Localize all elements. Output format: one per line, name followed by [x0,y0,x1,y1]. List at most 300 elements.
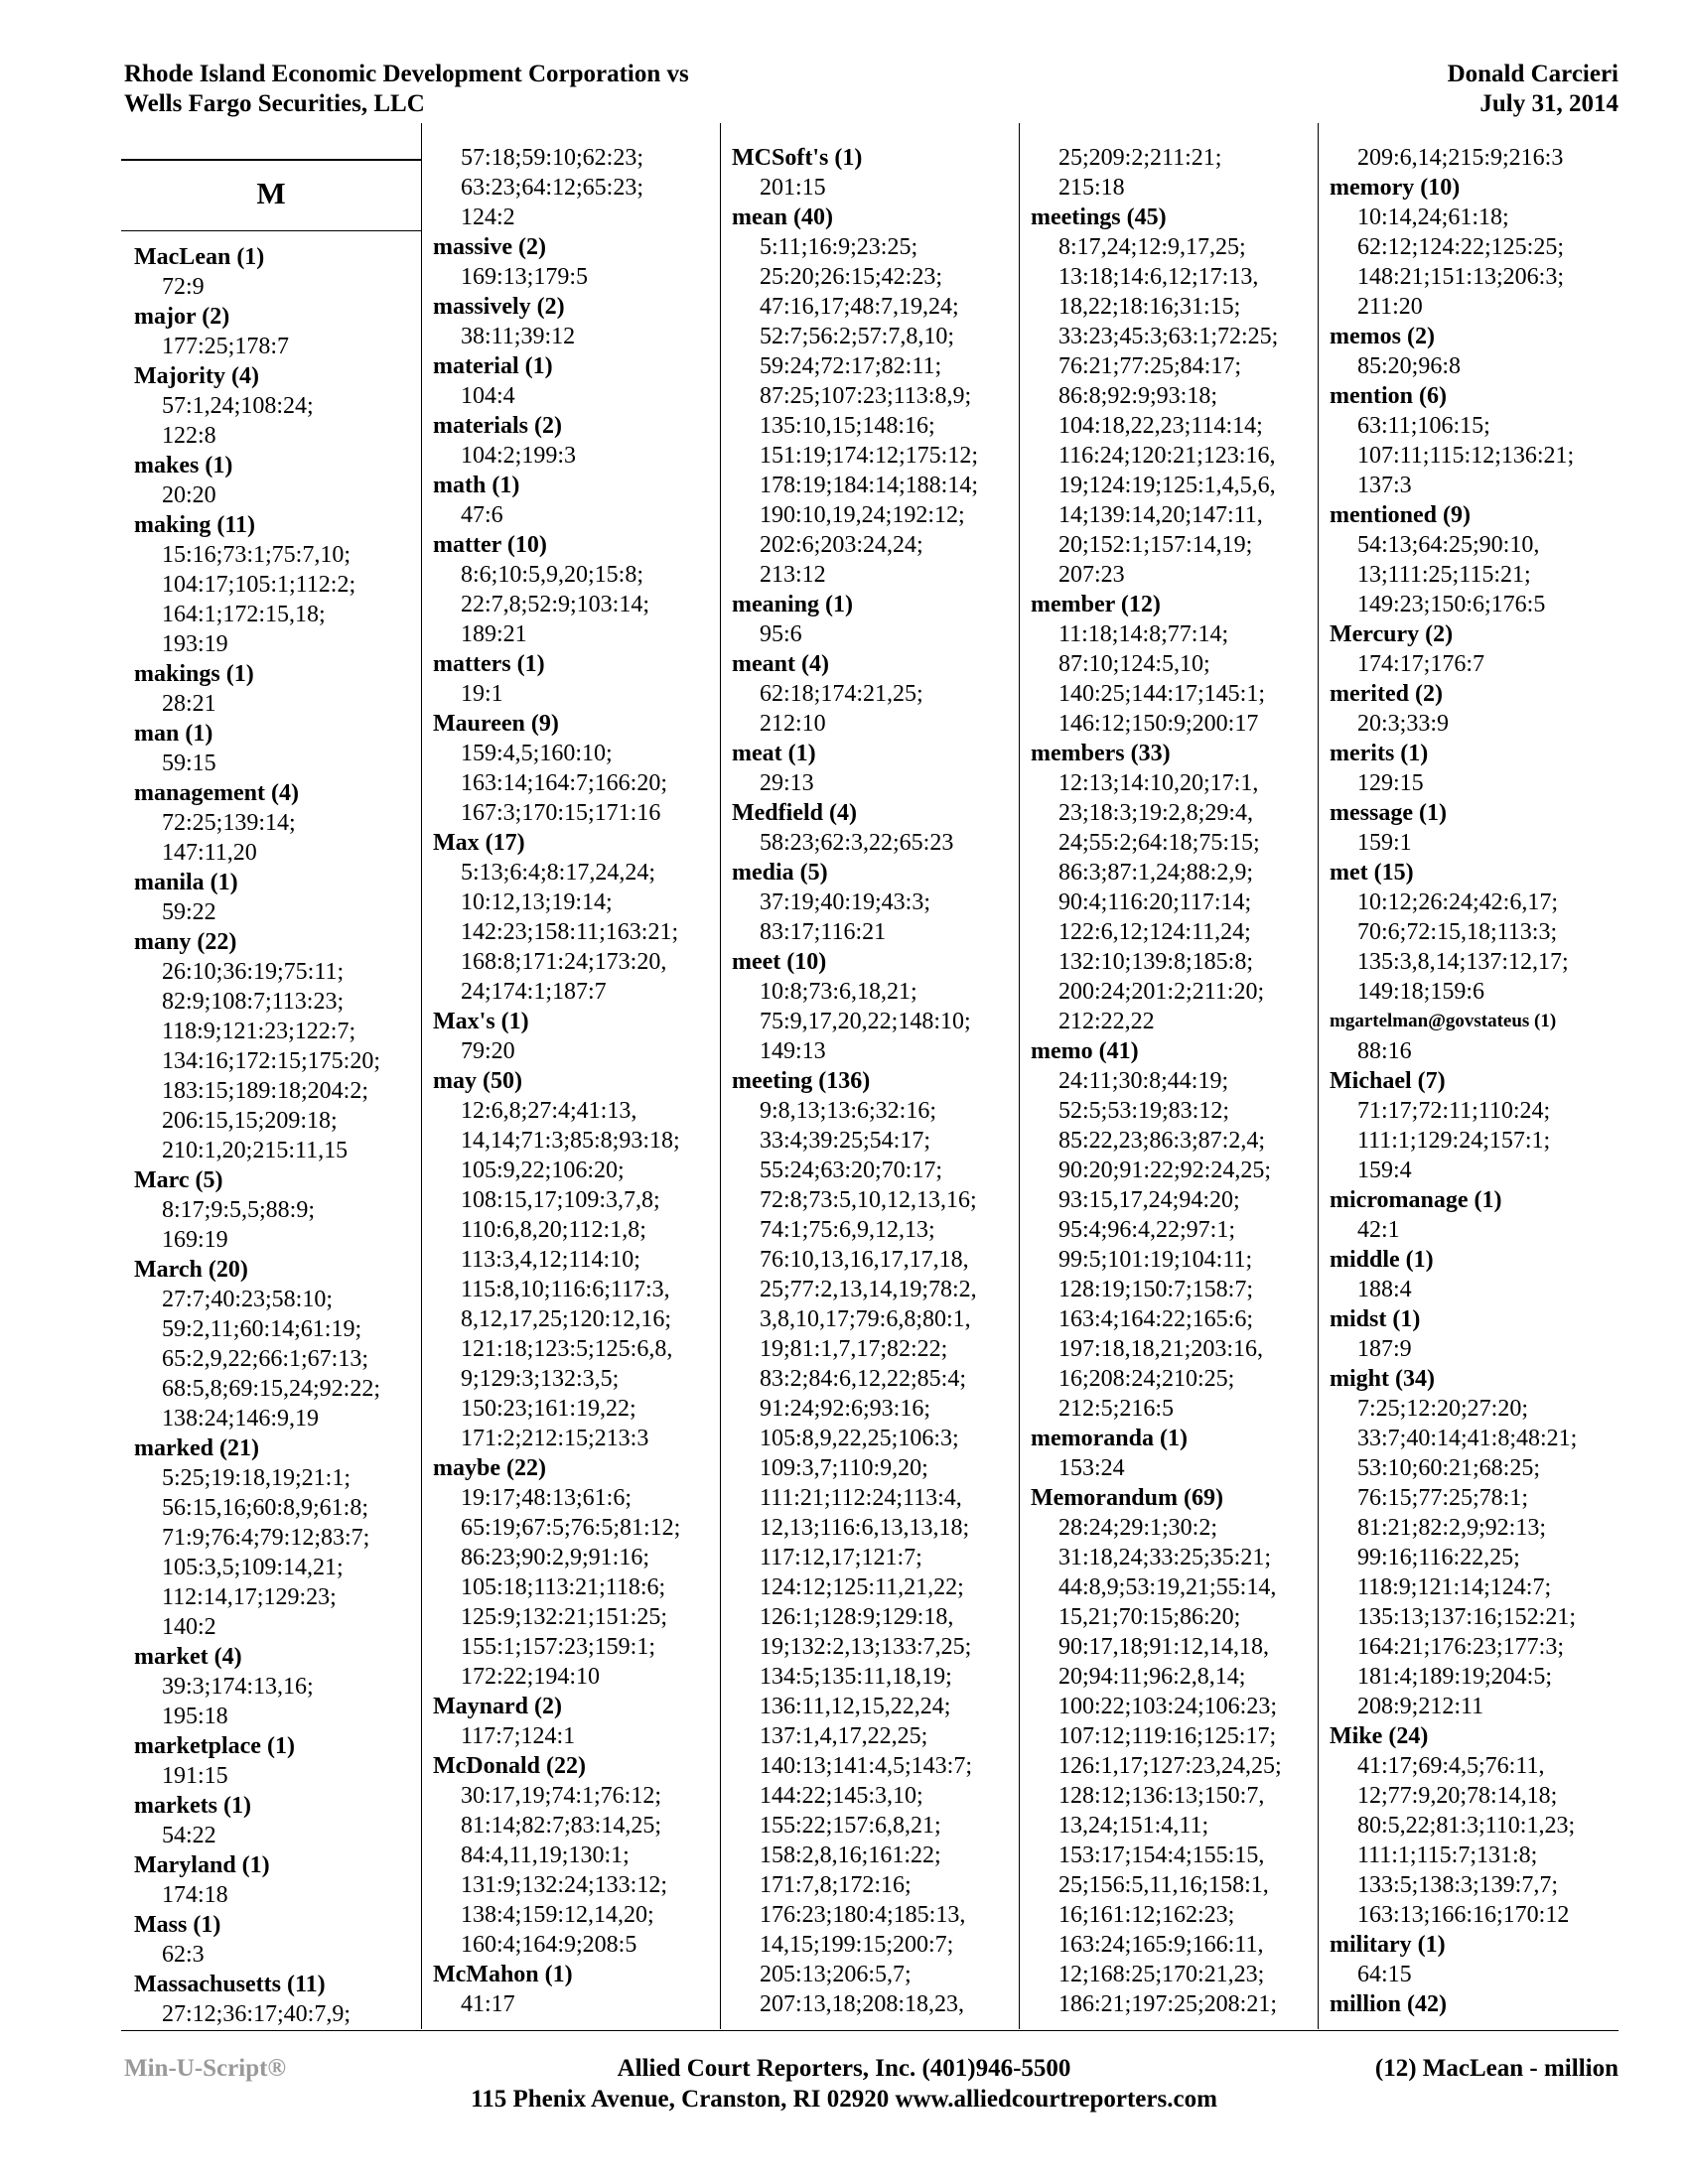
page-line-references: 171:2;212:15;213:3 [461,1426,649,1451]
index-term: Mercury (2) [1330,621,1454,647]
page-line-references: 83:17;116:21 [760,919,887,945]
page-line-references: 163:14;164:7;166:20; [461,770,668,796]
page-line-references: 110:6,8,20;112:1,8; [461,1217,646,1243]
page-line-references: 113:3,4,12;114:10; [461,1247,640,1273]
page-line-references: 59:2,11;60:14;61:19; [162,1316,362,1342]
index-term: management (4) [134,780,299,806]
page-line-references: 19:1 [461,681,503,707]
page-line-references: 13:18;14:6,12;17:13, [1058,264,1259,290]
page-line-references: 71:9;76:4;79:12;83:7; [162,1525,370,1551]
page-line-references: 163:13;166:16;170:12 [1357,1902,1570,1928]
page-line-references: 18,22;18:16;31:15; [1058,294,1241,320]
page-line-references: 104:18,22,23;114:14; [1058,413,1263,439]
page-line-references: 155:1;157:23;159:1; [461,1634,656,1660]
page-line-references: 47:16,17;48:7,19,24; [760,294,959,320]
index-column-1 [134,242,417,2029]
page-line-references: 208:9;212:11 [1357,1694,1484,1719]
index-term: meeting (136) [732,1068,871,1094]
page-line-references: 211:20 [1357,294,1423,320]
page-line-references: 52:5;53:19;83:12; [1058,1098,1230,1124]
page-line-references: 155:22;157:6,8,21; [760,1813,941,1839]
index-term: micromanage (1) [1330,1187,1502,1213]
page-line-references: 14,15;199:15;200:7; [760,1932,954,1958]
page-line-references: 90:4;116:20;117:14; [1058,889,1252,915]
index-term: material (1) [433,353,553,379]
page-line-references: 149:13 [760,1038,826,1064]
page-line-references: 153:24 [1058,1455,1125,1481]
page-line-references: 151:19;174:12;175:12; [760,443,979,469]
page-line-references: 200:24;201:2;211:20; [1058,979,1265,1005]
index-entry [732,590,1015,649]
column-divider [421,123,422,2029]
page-line-references: 79:20 [461,1038,515,1064]
index-term: manila (1) [134,870,238,895]
footer-reporter-name: Allied Court Reporters, Inc. (401)946-5500 [617,2055,1071,2082]
index-term: March (20) [134,1257,248,1283]
page-line-references: 169:19 [162,1227,228,1253]
page-line-references: 24;55:2;64:18;75:15; [1058,830,1260,856]
page-line-references: 75:9,17,20,22;148:10; [760,1009,971,1034]
page-line-references: 33:23;45:3;63:1;72:25; [1058,324,1279,349]
index-entry [134,927,417,1165]
page-line-references: 138:24;146:9,19 [162,1406,320,1432]
page-line-references: 9:8,13;13:6;32:16; [760,1098,937,1124]
page-line-references: 76:10,13,16,17,17,18, [760,1247,969,1273]
page-line-references: 59:22 [162,899,216,925]
index-entry [1330,739,1618,798]
page-line-references: 88:16 [1357,1038,1412,1064]
section-letter-box [121,159,421,231]
page-line-references: 56:15,16;60:8,9;61:8; [162,1495,369,1521]
page-line-references: 177:25;178:7 [162,334,290,359]
index-entry [433,471,716,530]
page-line-references: 111:1;115:7;131:8; [1357,1843,1538,1868]
page-line-references: 137:3 [1357,473,1412,498]
page-line-references: 140:13;141:4,5;143:7; [760,1753,973,1779]
page-line-references: 193:19 [162,631,228,657]
index-term: Medfield (4) [732,800,857,826]
index-term: McDonald (22) [433,1753,586,1779]
page-line-references: 105:9,22;106:20; [461,1158,625,1183]
page-line-references: 135:13;137:16;152:21; [1357,1604,1577,1630]
index-entry [134,1642,417,1731]
index-entry [1330,1007,1618,1066]
index-term: met (15) [1330,860,1414,886]
page-line-references: 33:7;40:14;41:8;48:21; [1357,1426,1578,1451]
index-entry [134,868,417,927]
page-line-references: 188:4 [1357,1277,1412,1302]
page-line-references: 62:18;174:21,25; [760,681,923,707]
page-line-references: 5:13;6:4;8:17,24,24; [461,860,656,886]
index-term: Memorandum (69) [1031,1485,1223,1511]
index-entry [1330,1989,1618,2019]
page-line-references: 112:14,17;129:23; [162,1584,337,1610]
page-line-references: 12;168:25;170:21,23; [1058,1962,1265,1987]
index-term: massive (2) [433,234,546,260]
page-line-references: 163:24;165:9;166:11, [1058,1932,1264,1958]
footer-reporter-address: 115 Phenix Avenue, Cranston, RI 02920 www.alliedcourtreporters.com [471,2086,1217,2113]
index-entry [433,292,716,351]
page-line-references: 93:15,17,24;94:20; [1058,1187,1240,1213]
page-line-references: 5:11;16:9;23:25; [760,234,918,260]
page-line-references: 115:8,10;116:6;117:3, [461,1277,670,1302]
page-line-references: 44:8,9;53:19,21;55:14, [1058,1574,1277,1600]
index-term: might (34) [1330,1366,1435,1392]
index-term: Michael (7) [1330,1068,1446,1094]
index-term: military (1) [1330,1932,1446,1958]
index-entry [134,1850,417,1910]
page-line-references: 12;77:9,20;78:14,18; [1357,1783,1558,1809]
page-line-references: 111:21;112:24;113:4, [760,1485,962,1511]
index-entry [732,947,1015,1066]
page-line-references: 86:23;90:2,9;91:16; [461,1545,650,1570]
page-line-references: 27:12;36:17;40:7,9; [162,2001,352,2027]
column-divider [1019,123,1020,2029]
page-line-references: 20;152:1;157:14,19; [1058,532,1253,558]
page-line-references: 195:18 [162,1704,228,1729]
page-line-references: 202:6;203:24,24; [760,532,923,558]
page-line-references: 87:10;124:5,10; [1058,651,1210,677]
page-line-references: 104:4 [461,383,515,409]
page-line-references: 86:3;87:1,24;88:2,9; [1058,860,1254,886]
index-entry [1330,679,1618,739]
page-line-references: 191:15 [162,1763,228,1789]
page-line-references: 19;81:1,7,17;82:22; [760,1336,948,1362]
index-term: matter (10) [433,532,547,558]
page-line-references: 118:9;121:14;124:7; [1357,1574,1552,1600]
page-line-references: 30:17,19;74:1;76:12; [461,1783,662,1809]
page-line-references: 20;94:11;96:2,8,14; [1058,1664,1246,1690]
page-line-references: 10:8;73:6,18,21; [760,979,917,1005]
index-entry [433,411,716,471]
page-line-references: 71:17;72:11;110:24; [1357,1098,1551,1124]
page-line-references: 116:24;120:21;123:16, [1058,443,1276,469]
page-line-references: 74:1;75:6,9,12,13; [760,1217,935,1243]
index-column-5 [1330,143,1618,2019]
page-line-references: 144:22;145:3,10; [760,1783,923,1809]
page-line-references: 10:12;26:24;42:6,17; [1357,889,1559,915]
index-table-bottom-rule [121,2030,1618,2031]
column-divider [1318,123,1319,2029]
page-line-references: 212:22,22 [1058,1009,1155,1034]
page-line-references: 16;161:12;162:23; [1058,1902,1235,1928]
index-term: Massachusetts (11) [134,1972,326,1997]
page-line-references: 122:6,12;124:11,24; [1058,919,1251,945]
page-line-references: 72:9 [162,274,205,300]
page-line-references: 76:21;77:25;84:17; [1058,353,1242,379]
index-entry [732,798,1015,858]
page-line-references: 72:8;73:5,10,12,13,16; [760,1187,977,1213]
index-entry [1330,858,1618,1007]
page-line-references: 187:9 [1357,1336,1412,1362]
index-term: makings (1) [134,661,254,687]
case-caption-line-1: Rhode Island Economic Development Corporation vs [124,61,689,87]
page-line-references: 42:1 [1357,1217,1400,1243]
index-term: memos (2) [1330,324,1435,349]
index-term: middle (1) [1330,1247,1434,1273]
index-entry [134,242,417,302]
deponent-name: Donald Carcieri [1447,61,1618,87]
page-line-references: 124:2 [461,205,515,230]
page-line-references: 70:6;72:15,18;113:3; [1357,919,1558,945]
page-line-references: 183:15;189:18;204:2; [162,1078,369,1104]
page-line-references: 54:13;64:25;90:10, [1357,532,1540,558]
page-line-references: 65:19;67:5;76:5;81:12; [461,1515,681,1541]
index-entry [134,1433,417,1642]
page-line-references: 135:3,8,14;137:12,17; [1357,949,1569,975]
index-term: Maynard (2) [433,1694,562,1719]
page-line-references: 15:16;73:1;75:7,10; [162,542,352,568]
page-line-references: 137:1,4,17,22,25; [760,1723,928,1749]
page-line-references: 19:17;48:13;61:6; [461,1485,633,1511]
page-line-references: 10:12,13;19:14; [461,889,613,915]
page-line-references: 22:7,8;52:9;103:14; [461,592,650,617]
index-entry [134,302,417,361]
index-term: Mass (1) [134,1912,221,1938]
page-line-references: 39:3;174:13,16; [162,1674,314,1700]
index-term: memo (41) [1031,1038,1139,1064]
index-term: market (4) [134,1644,242,1670]
index-term: midst (1) [1330,1306,1421,1332]
index-term: making (11) [134,512,256,538]
page-line-references: 20:20 [162,482,216,508]
index-term: may (50) [433,1068,522,1094]
index-entry [433,143,716,232]
index-term: mentioned (9) [1330,502,1471,528]
index-entry [1031,1036,1314,1424]
page-line-references: 90:17,18;91:12,14,18, [1058,1634,1270,1660]
page-line-references: 99:5;101:19;104:11; [1058,1247,1253,1273]
index-entry [433,232,716,292]
page-line-references: 121:18;123:5;125:6,8, [461,1336,673,1362]
index-term: math (1) [433,473,520,498]
index-term: Maryland (1) [134,1852,270,1878]
page-line-references: 181:4;189:19;204:5; [1357,1664,1553,1690]
page-line-references: 158:2,8,16;161:22; [760,1843,941,1868]
index-column-3 [732,143,1015,2019]
page-line-references: 171:7,8;172:16; [760,1872,912,1898]
page-line-references: 104:17;105:1;112:2; [162,572,356,598]
page-line-references: 12:13;14:10,20;17:1, [1058,770,1259,796]
index-entry [134,719,417,778]
index-term: merited (2) [1330,681,1443,707]
index-entry [1031,1483,1314,2019]
page-line-references: 41:17;69:4,5;76:11, [1357,1753,1545,1779]
index-entry [732,1066,1015,2019]
page-line-references: 25:20;26:15;42:23; [760,264,943,290]
page-line-references: 86:8;92:9;93:18; [1058,383,1218,409]
index-term: MacLean (1) [134,244,265,270]
index-entry [1031,1424,1314,1483]
page-line-references: 11:18;14:8;77:14; [1058,621,1229,647]
index-term: marketplace (1) [134,1733,295,1759]
page-line-references: 57:18;59:10;62:23; [461,145,644,171]
page-line-references: 209:6,14;215:9;216:3 [1357,145,1564,171]
page-line-references: 197:18,18,21;203:16, [1058,1336,1264,1362]
page-line-references: 57:1,24;108:24; [162,393,314,419]
page-line-references: 63:11;106:15; [1357,413,1490,439]
index-entry [433,1751,716,1960]
page-line-references: 24;174:1;187:7 [461,979,607,1005]
page-line-references: 13;111:25;115:21; [1357,562,1531,588]
page-line-references: 164:1;172:15,18; [162,602,326,627]
page-line-references: 62:12;124:22;125:25; [1357,234,1565,260]
page-line-references: 213:12 [760,562,826,588]
page-line-references: 25;77:2,13,14,19;78:2, [760,1277,977,1302]
page-line-references: 159:4,5;160:10; [461,741,613,766]
page-line-references: 212:10 [760,711,826,737]
page-line-references: 133:5;138:3;139:7,7; [1357,1872,1559,1898]
page-line-references: 178:19;184:14;188:14; [760,473,979,498]
page-line-references: 159:1 [1357,830,1412,856]
page-line-references: 84:4,11,19;130:1; [461,1843,630,1868]
page-line-references: 111:1;129:24;157:1; [1357,1128,1551,1154]
index-entry [732,649,1015,739]
page-line-references: 138:4;159:12,14,20; [461,1902,654,1928]
page-line-references: 64:15 [1357,1962,1412,1987]
page-line-references: 215:18 [1058,175,1125,201]
page-line-references: 14;139:14,20;147:11, [1058,502,1263,528]
page-line-references: 160:4;164:9;208:5 [461,1932,637,1958]
page-line-references: 128:12;136:13;150:7, [1058,1783,1265,1809]
section-letter: M [256,176,286,210]
page-line-references: 128:19;150:7;158:7; [1058,1277,1254,1302]
page-line-references: 3,8,10,17;79:6,8;80:1, [760,1306,971,1332]
page-line-references: 12:6,8;27:4;41:13, [461,1098,637,1124]
page-line-references: 107:11;115:12;136:21; [1357,443,1575,469]
page-line-references: 122:8 [162,423,216,449]
index-term: man (1) [134,721,213,747]
page-line-references: 140:25;144:17;145:1; [1058,681,1266,707]
page-line-references: 164:21;176:23;177:3; [1357,1634,1565,1660]
index-entry [732,143,1015,203]
page-line-references: 134:16;172:15;175:20; [162,1048,381,1074]
footer-brand: Min-U-Script® [124,2055,287,2082]
index-column-4 [1031,143,1314,2019]
page-line-references: 176:23;180:4;185:13, [760,1902,966,1928]
index-entry [1330,1721,1618,1930]
index-entry [134,361,417,451]
index-term: massively (2) [433,294,565,320]
page-line-references: 87:25;107:23;113:8,9; [760,383,972,409]
index-entry [433,351,716,411]
index-term: meetings (45) [1031,205,1167,230]
page-line-references: 14,14;71:3;85:8;93:18; [461,1128,680,1154]
index-term: Mike (24) [1330,1723,1429,1749]
page-line-references: 24:11;30:8;44:19; [1058,1068,1229,1094]
page-line-references: 153:17;154:4;155:15, [1058,1843,1265,1868]
page-line-references: 85:20;96:8 [1357,353,1462,379]
index-entry [134,510,417,659]
page-line-references: 172:22;194:10 [461,1664,601,1690]
page-line-references: 81:21;82:2,9;92:13; [1357,1515,1547,1541]
page-line-references: 205:13;206:5,7; [760,1962,912,1987]
index-term: mgartelman@govstateus (1) [1330,1011,1557,1031]
index-term: maybe (22) [433,1455,546,1481]
page-line-references: 20:3;33:9 [1357,711,1450,737]
index-entry [1330,1364,1618,1721]
index-entry [433,649,716,709]
page-line-references: 12,13;116:6,13,13,18; [760,1515,970,1541]
index-term: meant (4) [732,651,829,677]
index-entry [134,1791,417,1850]
page-line-references: 95:4;96:4,22;97:1; [1058,1217,1236,1243]
index-entry [1330,173,1618,322]
index-entry [134,1255,417,1433]
page-line-references: 33:4;39:25;54:17; [760,1128,931,1154]
page-line-references: 135:10,15;148:16; [760,413,935,439]
index-term: marked (21) [134,1435,259,1461]
index-entry [1330,1185,1618,1245]
page-line-references: 206:15,15;209:18; [162,1108,338,1134]
case-caption-line-2: Wells Fargo Securities, LLC [124,90,425,117]
page-line-references: 8,12,17,25;120:12,16; [461,1306,672,1332]
page-line-references: 125:9;132:21;151:25; [461,1604,668,1630]
page-line-references: 65:2,9,22;66:1;67:13; [162,1346,369,1372]
page-line-references: 5:25;19:18,19;21:1; [162,1465,352,1491]
column-divider [720,123,721,2029]
page-line-references: 80:5,22;81:3;110:1,23; [1357,1813,1576,1839]
deponent-info [1448,60,1618,119]
index-entry [1330,1245,1618,1304]
page-line-references: 129:15 [1357,770,1424,796]
index-entry [1031,143,1314,203]
page-line-references: 95:6 [760,621,802,647]
page-line-references: 29:13 [760,770,814,796]
page-line-references: 41:17 [461,1991,515,2017]
page-line-references: 91:24;92:6;93:16; [760,1396,931,1422]
page-line-references: 10:14,24;61:18; [1357,205,1509,230]
page-line-references: 169:13;179:5 [461,264,589,290]
page-line-references: 38:11;39:12 [461,324,576,349]
index-term: message (1) [1330,800,1447,826]
page-line-references: 99:16;116:22,25; [1357,1545,1520,1570]
page-line-references: 163:4;164:22;165:6; [1058,1306,1254,1332]
page-line-references: 72:25;139:14; [162,810,296,836]
page-line-references: 149:23;150:6;176:5 [1357,592,1546,617]
page-line-references: 118:9;121:23;122:7; [162,1019,356,1044]
index-term: many (22) [134,929,237,955]
index-entry [134,1910,417,1970]
index-term: meat (1) [732,741,816,766]
index-term: Max (17) [433,830,525,856]
index-entry [1330,619,1618,679]
index-entry [1330,798,1618,858]
page-line-references: 53:10;60:21;68:25; [1357,1455,1541,1481]
page-line-references: 190:10,19,24;192:12; [760,502,965,528]
page-line-references: 189:21 [461,621,527,647]
page-line-references: 81:14;82:7;83:14,25; [461,1813,662,1839]
page-line-references: 16;208:24;210:25; [1058,1366,1235,1392]
index-entry [433,1007,716,1066]
page-line-references: 105:18;113:21;118:6; [461,1574,666,1600]
index-entry [732,203,1015,590]
index-entry [1330,143,1618,173]
page-line-references: 174:17;176:7 [1357,651,1485,677]
page-line-references: 140:2 [162,1614,216,1640]
page-line-references: 126:1;128:9;129:18, [760,1604,954,1630]
deposition-date: July 31, 2014 [1479,90,1618,117]
index-entry [1031,590,1314,739]
page-line-references: 8:17;9:5,5;88:9; [162,1197,316,1223]
case-caption [124,60,689,119]
index-term: mention (6) [1330,383,1447,409]
index-term: MCSoft's (1) [732,145,863,171]
page-line-references: 148:21;151:13;206:3; [1357,264,1565,290]
index-entry [134,778,417,868]
index-term: Maureen (9) [433,711,559,737]
page-line-references: 8:17,24;12:9,17,25; [1058,234,1246,260]
